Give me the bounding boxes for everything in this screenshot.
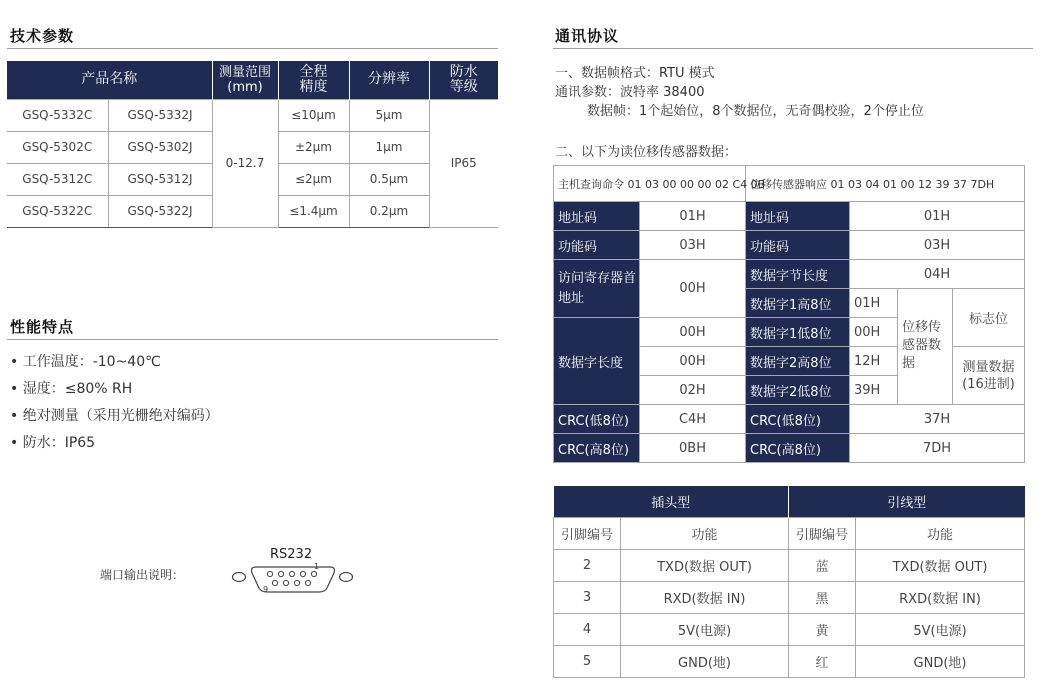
accuracy-value: ≤10μm xyxy=(278,99,349,131)
word2-high-value: 12H xyxy=(850,347,898,376)
accuracy-value: ±2μm xyxy=(278,131,349,163)
resolution-value: 0.2μm xyxy=(349,195,429,227)
plug-type-header: 插头型 xyxy=(554,486,789,517)
wire-function: 5V(电源) xyxy=(856,613,1025,645)
function-header: 功能 xyxy=(621,517,789,549)
byte-length-label: 数据字节长度 xyxy=(746,260,850,289)
protocol-table xyxy=(553,165,1025,463)
word1-high-value: 01H xyxy=(850,289,898,318)
resp-func-label: 功能码 xyxy=(746,231,850,260)
spec-header-row xyxy=(7,61,498,99)
table-row xyxy=(554,549,1025,581)
word2-low-query-value: 02H xyxy=(640,376,746,405)
resp-crc-high-label: CRC(高8位) xyxy=(746,434,850,463)
table-row xyxy=(554,581,1025,613)
wire-color: 黄 xyxy=(789,613,856,645)
table-row xyxy=(7,99,498,131)
wire-color: 红 xyxy=(789,645,856,677)
features-section-divider xyxy=(7,339,498,340)
addr-label: 地址码 xyxy=(554,202,640,231)
word-length-label: 数据字长度 xyxy=(554,318,640,405)
pin-function: RXD(数据 IN) xyxy=(621,581,789,613)
feature-item-temperature: • 工作温度：-10~40℃ xyxy=(10,354,161,370)
wire-function: RXD(数据 IN) xyxy=(856,581,1025,613)
word2-low-label: 数据字2低8位 xyxy=(746,376,850,405)
function-header: 功能 xyxy=(856,517,1025,549)
pin-header-row xyxy=(554,486,1025,517)
features-section-title: 性能特点 xyxy=(10,318,75,336)
resp-func-value: 03H xyxy=(850,231,1025,260)
word2-low-value: 39H xyxy=(850,376,898,405)
wire-function: GND(地) xyxy=(856,645,1025,677)
pin-number-header: 引脚编号 xyxy=(554,517,621,549)
model-j: GSQ-5302J xyxy=(108,131,212,163)
table-row xyxy=(554,231,1025,260)
rs232-label: RS232 xyxy=(270,547,313,562)
spec-header-waterproof: 防水 等级 xyxy=(429,61,498,99)
crc-high-value: 0BH xyxy=(640,434,746,463)
wire-color: 黑 xyxy=(789,581,856,613)
feature-item-humidity: • 湿度：≤80% RH xyxy=(10,381,133,397)
comm-params-line: 通讯参数：波特率 38400 xyxy=(555,85,705,100)
crc-high-label: CRC(高8位) xyxy=(554,434,640,463)
resp-crc-high-value: 7DH xyxy=(850,434,1025,463)
word2-high-label: 数据字2高8位 xyxy=(746,347,850,376)
wire-function: TXD(数据 OUT) xyxy=(856,549,1025,581)
spec-header-resolution: 分辨率 xyxy=(349,61,429,99)
db9-connector-icon xyxy=(230,562,358,594)
spec-header-range: 测量范围 (mm) xyxy=(212,61,278,99)
protocol-header-row xyxy=(554,166,1025,202)
spec-header-accuracy: 全程 精度 xyxy=(278,61,349,99)
range-value: 0-12.7 xyxy=(212,99,278,227)
feature-item-absolute: • 绝对测量（采用光栅绝对编码） xyxy=(10,408,219,424)
table-row xyxy=(554,260,1025,289)
accuracy-value: ≤1.4μm xyxy=(278,195,349,227)
word1-low-query-value: 00H xyxy=(640,318,746,347)
sensor-response-header: 位移传感器响应 01 03 04 01 00 12 39 37 7DH xyxy=(746,166,1025,202)
table-row xyxy=(554,405,1025,434)
ip-value: IP65 xyxy=(429,99,498,227)
protocol-section-title: 通讯协议 xyxy=(555,27,620,45)
tech-section-divider xyxy=(7,48,498,49)
pin-table xyxy=(553,486,1025,678)
spec-header-product: 产品名称 xyxy=(7,61,212,99)
pin-function: 5V(电源) xyxy=(621,613,789,645)
byte-length-value: 04H xyxy=(850,260,1025,289)
register-label: 访问寄存器首地址 xyxy=(554,260,640,318)
accuracy-value: ≤2μm xyxy=(278,163,349,195)
feature-item-waterproof: • 防水：IP65 xyxy=(10,435,96,451)
resp-crc-low-value: 37H xyxy=(850,405,1025,434)
protocol-section-divider xyxy=(553,48,1033,49)
frame-format-line: 一、数据帧格式：RTU 模式 xyxy=(555,66,715,81)
func-value: 03H xyxy=(640,231,746,260)
flag-label: 标志位 xyxy=(953,289,1025,347)
table-row xyxy=(554,613,1025,645)
pin-number: 2 xyxy=(554,549,621,581)
pin-number: 3 xyxy=(554,581,621,613)
pin-number: 5 xyxy=(554,645,621,677)
table-row xyxy=(554,434,1025,463)
wire-color: 蓝 xyxy=(789,549,856,581)
read-sensor-line: 二、以下为读位移传感器数据： xyxy=(555,145,738,160)
resolution-value: 1μm xyxy=(349,131,429,163)
measure-data-label: 测量数据(16进制) xyxy=(953,347,1025,405)
model-c: GSQ-5302C xyxy=(7,131,108,163)
resolution-value: 0.5μm xyxy=(349,163,429,195)
resolution-value: 5μm xyxy=(349,99,429,131)
crc-low-value: C4H xyxy=(640,405,746,434)
word2-high-query-value: 00H xyxy=(640,347,746,376)
pin1-label: 1 xyxy=(314,562,320,571)
crc-low-label: CRC(低8位) xyxy=(554,405,640,434)
model-j: GSQ-5332J xyxy=(108,99,212,131)
pin-number: 4 xyxy=(554,613,621,645)
model-j: GSQ-5312J xyxy=(108,163,212,195)
table-row xyxy=(554,202,1025,231)
pin-function: GND(地) xyxy=(621,645,789,677)
model-c: GSQ-5322C xyxy=(7,195,108,227)
func-label: 功能码 xyxy=(554,231,640,260)
addr-value: 01H xyxy=(640,202,746,231)
word1-low-label: 数据字1低8位 xyxy=(746,318,850,347)
resp-addr-value: 01H xyxy=(850,202,1025,231)
model-c: GSQ-5332C xyxy=(7,99,108,131)
table-row xyxy=(554,645,1025,677)
frame-bits-line: 数据帧：1个起始位，8个数据位，无奇偶校验，2个停止位 xyxy=(587,104,924,119)
host-query-header: 主机查询命令 01 03 00 00 00 02 C4 0B xyxy=(554,166,746,202)
tech-section-title: 技术参数 xyxy=(10,27,75,45)
spec-table xyxy=(7,61,498,228)
pin-function: TXD(数据 OUT) xyxy=(621,549,789,581)
model-c: GSQ-5312C xyxy=(7,163,108,195)
pin-subheader-row xyxy=(554,517,1025,549)
word1-low-value: 00H xyxy=(850,318,898,347)
model-j: GSQ-5322J xyxy=(108,195,212,227)
pin9-label: 9 xyxy=(263,585,269,594)
port-output-label: 端口输出说明： xyxy=(100,568,185,582)
resp-addr-label: 地址码 xyxy=(746,202,850,231)
lead-type-header: 引线型 xyxy=(789,486,1025,517)
sensor-data-label: 位移传感器数据 xyxy=(898,289,953,405)
register-value: 00H xyxy=(640,260,746,318)
pin-number-header: 引脚编号 xyxy=(789,517,856,549)
word1-high-label: 数据字1高8位 xyxy=(746,289,850,318)
resp-crc-low-label: CRC(低8位) xyxy=(746,405,850,434)
